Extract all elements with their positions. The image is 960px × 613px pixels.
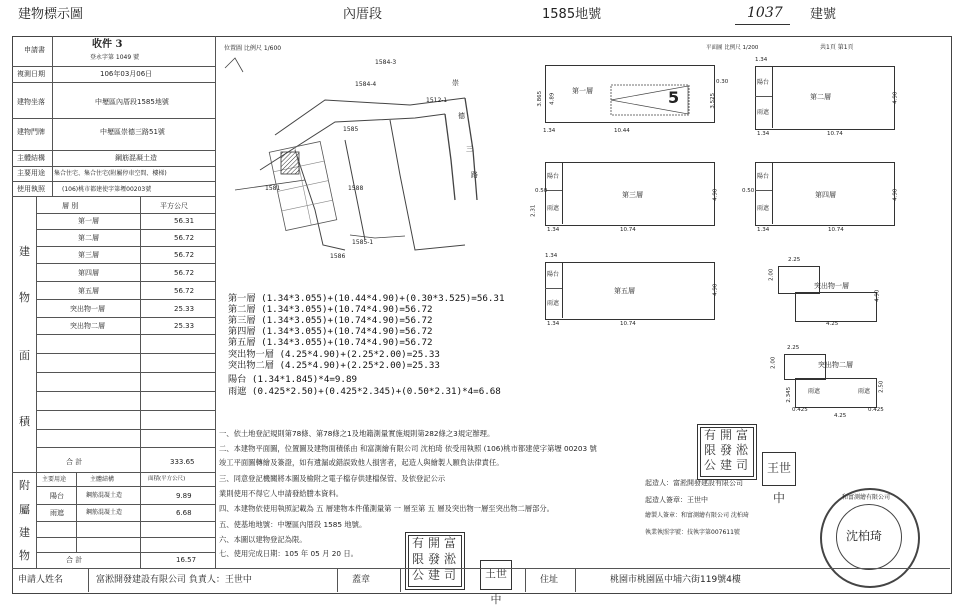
dim-label: 2.00 <box>768 268 775 281</box>
dim-label: 2.345 <box>786 386 793 403</box>
application-stamp: 收件 3 <box>92 39 123 50</box>
section-name: 內厝段 <box>343 7 383 22</box>
annex-area: 6.68 <box>176 509 192 517</box>
dim-label: 10.74 <box>828 227 844 233</box>
note-line: 五、使基地地號：中壢區內厝段 1585 地號。 <box>219 520 367 529</box>
area-total: 333.65 <box>170 458 195 466</box>
dim-label: 1.34 <box>757 227 770 233</box>
annex-area: 9.89 <box>176 492 192 500</box>
canopy-label: 雨遮 <box>808 388 821 395</box>
balcony-label: 陽台 <box>757 173 770 180</box>
area-col-floor: 層 別 <box>62 202 79 210</box>
area-row-line <box>36 246 215 247</box>
dim-label: 2.50 <box>878 380 885 393</box>
site-lot: 1585-1 <box>352 239 374 246</box>
annex-struct: 鋼筋混凝土造 <box>86 509 123 516</box>
annex-use: 雨遮 <box>50 509 64 517</box>
footer-column <box>525 568 526 592</box>
usage-label: 主要用途 <box>17 169 45 177</box>
second-floor-label: 第二層 <box>810 93 831 101</box>
dim-label: 4.25 <box>826 321 839 327</box>
dim-label: 4.89 <box>549 92 556 105</box>
balcony-divider <box>755 96 772 97</box>
area-floor: 突出物一層 <box>70 305 105 313</box>
area-table-bottom <box>12 472 215 473</box>
info-row-line <box>12 118 215 119</box>
calc-line: 第五層 (1.34*3.055)+(10.74*4.90)=56.72 <box>228 337 433 348</box>
balcony-divider <box>545 288 562 289</box>
calc-line: 第四層 (1.34*3.055)+(10.74*4.90)=56.72 <box>228 326 433 337</box>
annex-col-use: 主要用途 <box>42 476 67 483</box>
survey-date: 106年03月06日 <box>100 70 153 78</box>
builder-name: 起造人：富淞開發建設有限公司 <box>645 479 743 487</box>
area-row-line <box>36 353 215 354</box>
dim-label: 10.74 <box>620 321 636 327</box>
applicant-value: 富淞開發建設有限公司 負責人：王世中 <box>96 575 252 585</box>
area-col-area: 平方公尺 <box>160 202 188 210</box>
info-row-line <box>12 150 215 151</box>
dim-label: 1.34 <box>545 253 558 259</box>
fourth-floor-label: 第四層 <box>815 191 836 199</box>
drafter-name: 繪製人簽章：和富測繪有限公司 沈柏琦 <box>645 512 749 519</box>
area-row-line <box>36 213 215 214</box>
note-line: 業則使用不得它人申請發給謄本資料。 <box>219 489 344 498</box>
annex-side-char: 屬 <box>19 503 30 516</box>
area-row-line <box>36 317 215 318</box>
north-arrow <box>225 58 243 72</box>
annex-total-label: 合 計 <box>66 556 83 564</box>
note-line: 一、依土地登記規則第78條、第78條之1及地籍測量實施規則第282條之3規定辦理。 <box>219 429 495 438</box>
area-row-line <box>36 391 215 392</box>
calc-line: 第三層 (1.34*3.055)+(10.74*4.90)=56.72 <box>228 315 433 326</box>
dim-label: 10.74 <box>620 227 636 233</box>
road-char: 三 <box>466 145 473 153</box>
road-char: 德 <box>458 112 465 120</box>
annex-use-column <box>76 472 77 552</box>
area-row-line <box>36 429 215 430</box>
dim-label: 2.25 <box>787 345 800 351</box>
area-side-char: 面 <box>19 349 30 362</box>
dim-label: 2.31 <box>530 204 537 217</box>
area-floor: 第五層 <box>78 287 99 295</box>
dim-label: 1.34 <box>755 57 768 63</box>
dim-label: 10.74 <box>827 131 843 137</box>
annex-use: 陽台 <box>50 492 64 500</box>
area-row-line <box>36 229 215 230</box>
calc-line: 雨遮 (0.425*2.50)+(0.425*2.345)+(0.50*2.31)*4=6.68 <box>228 386 501 397</box>
lot-boundary <box>445 114 455 200</box>
dim-label: 1.34 <box>547 227 560 233</box>
balcony-column <box>755 162 773 224</box>
note-line: 竣工平面圖轉繪及簽證，如有遺漏或錯誤致他人損害者，起造人與繪製人願負法律責任。 <box>219 458 504 467</box>
site-lot: 1581 <box>265 185 281 192</box>
note-line: 七、使用完成日期：105 年 05 月 20 日。 <box>219 549 358 558</box>
address-label: 住址 <box>540 575 559 585</box>
info-row-line <box>12 196 215 197</box>
area-floor: 突出物二層 <box>70 322 105 330</box>
area-value: 56.72 <box>174 234 195 242</box>
lot-boundary <box>295 150 345 250</box>
balcony-divider <box>545 190 562 191</box>
area-value: 56.72 <box>174 287 195 295</box>
door-label: 建物門牌 <box>17 128 45 136</box>
area-floor: 第一層 <box>78 217 99 225</box>
note-line: 二、本建物平面圖，位置圖及建物面積係由 和富測繪有限公司 沈柏琦 依受用執照 (106)桃市都建使字第壢 00203 號 <box>219 444 597 453</box>
area-row-line <box>36 263 215 264</box>
calc-line: 突出物二層 (4.25*4.90)+(2.25*2.00)=25.33 <box>228 360 440 371</box>
annex-row-line <box>36 552 215 553</box>
dim-label: 4.90 <box>892 188 899 201</box>
surveyor-seal <box>820 488 920 588</box>
lot-number: 1585地號 <box>542 7 602 22</box>
footer-column <box>337 568 338 592</box>
area-value: 56.72 <box>174 251 195 259</box>
footer-column <box>575 568 576 592</box>
area-value: 25.33 <box>174 322 195 330</box>
dim-label: 0.425 <box>868 407 884 413</box>
annex-struct: 鋼筋混凝土造 <box>86 492 123 499</box>
info-label-column <box>52 36 53 196</box>
note-line: 四、本建物依使用執照記載為 五 層建物本件僅測量第 一 層至第 五 層及突出物一層至突出物二層部分。 <box>219 504 554 513</box>
dim-label: 1.34 <box>547 321 560 327</box>
dim-label: 1.34 <box>757 131 770 137</box>
dim-label: 0.425 <box>792 407 808 413</box>
site-lot: 1584-3 <box>375 59 397 66</box>
build-number-underline <box>735 24 790 25</box>
dim-label: 10.44 <box>614 128 630 134</box>
canopy-label: 雨遮 <box>757 205 770 212</box>
site-lot: 1588 <box>348 185 364 192</box>
dim-label: 1.34 <box>543 128 556 134</box>
company-chop-footer: 有 開 富 限 發 淞 公 建 司 <box>405 532 465 590</box>
canopy-label: 雨遮 <box>858 388 871 395</box>
roof1-lower-plan <box>795 292 877 322</box>
footer-column <box>400 568 401 592</box>
canopy-label: 雨遮 <box>757 109 770 116</box>
area-row-line <box>36 334 215 335</box>
annex-col-struct: 主體結構 <box>90 476 115 483</box>
footer-column <box>88 568 89 592</box>
area-value: 56.72 <box>174 269 195 277</box>
calc-line: 突出物一層 (4.25*4.90)+(2.25*2.00)=25.33 <box>228 349 440 360</box>
road-char: 崇 <box>452 79 459 87</box>
dim-label: 3.525 <box>710 92 717 109</box>
info-row-line <box>12 82 215 83</box>
document-title: 建物標示圖 <box>18 7 84 22</box>
site-lot: 1586 <box>330 253 346 260</box>
builder-representative: 起造人簽章：王世中 <box>645 496 708 504</box>
area-side-char: 積 <box>19 415 30 428</box>
area-row-line <box>36 447 215 448</box>
canopy-label: 雨遮 <box>547 205 560 212</box>
roof1-label: 突出物一層 <box>814 282 849 290</box>
site-lot: 1585 <box>343 126 359 133</box>
area-row-line <box>36 299 215 300</box>
site-plan-scale: 位置圖 比例尺 1/600 <box>224 45 282 52</box>
address-value: 桃園市桃園區中埔六街119號4樓 <box>610 575 741 585</box>
company-chop: 有 開 富 限 發 淞 公 建 司 <box>697 424 757 480</box>
balcony-divider <box>755 190 772 191</box>
note-line: 六、本圖以建物登記為限。 <box>219 535 307 544</box>
canopy-label: 雨遮 <box>547 300 560 307</box>
annex-total: 16.57 <box>176 556 197 564</box>
dim-label: 4.90 <box>712 283 719 296</box>
dim-label: 3.865 <box>537 90 544 107</box>
location-label: 建物坐落 <box>17 98 45 106</box>
dim-label: 2.25 <box>788 257 801 263</box>
permit-value: (106)桃市都建使字第壢00203號 <box>62 186 152 193</box>
area-floor: 第四層 <box>78 269 99 277</box>
area-side-char: 建 <box>19 245 30 258</box>
applicant-label: 申請人姓名 <box>18 575 64 585</box>
application-number: 登永字第 1049 號 <box>90 54 140 61</box>
handwritten-build-number: 1037 <box>747 5 783 21</box>
annex-row-line <box>36 521 215 522</box>
note-line: 三、同意登記機關將本圖及檢附之電子檔存供建檔保管、及依登記公示 <box>219 474 446 483</box>
road-char: 路 <box>471 171 478 179</box>
structure-label: 主體結構 <box>17 154 45 162</box>
annex-side-char: 附 <box>19 479 30 492</box>
calc-line: 第二層 (1.34*3.055)+(10.74*4.90)=56.72 <box>228 304 433 315</box>
usage-value: 集合住宅、集合住宅(附屬停車空間、樓梯) <box>54 170 167 177</box>
area-value: 25.33 <box>174 305 195 313</box>
balcony-label: 陽台 <box>757 79 770 86</box>
sheet-number: 共1頁 第1頁 <box>820 44 854 51</box>
area-row-line <box>36 372 215 373</box>
area-floor: 第三層 <box>78 251 99 259</box>
annex-row-line <box>36 486 215 487</box>
dim-label: 2.00 <box>770 356 777 369</box>
calc-line: 陽台 (1.34*1.845)*4=9.89 <box>228 374 358 385</box>
permit-label: 使用執照 <box>17 185 45 193</box>
balcony-column <box>755 66 773 128</box>
area-total-label: 合 計 <box>66 458 83 466</box>
dim-label: 4.90 <box>712 188 719 201</box>
dim-label: 0.50 <box>535 188 548 194</box>
survey-date-label: 複測日期 <box>17 70 45 78</box>
representative-chop: 王世中 <box>762 452 796 486</box>
balcony-column <box>545 162 563 224</box>
structure-value: 鋼筋混凝土造 <box>115 154 157 162</box>
balcony-label: 陽台 <box>547 173 560 180</box>
floor-plan-scale: 平面圖 比例尺 1/200 <box>706 45 759 51</box>
application-label: 申請書 <box>24 46 45 54</box>
representative-chop-footer: 王世中 <box>480 560 512 590</box>
seal-label: 蓋章 <box>352 575 371 585</box>
area-side-char: 物 <box>19 291 30 304</box>
fifth-floor-label: 第五層 <box>614 287 635 295</box>
calc-line: 第一層 (1.34*3.055)+(10.44*4.90)+(0.30*3.525)=56.31 <box>228 293 505 304</box>
seal-person-name: 沈柏琦 <box>846 529 883 543</box>
area-row-line <box>36 410 215 411</box>
door-value: 中壢區崇德三路51號 <box>100 128 165 136</box>
stair-number: 5 <box>668 88 680 107</box>
annex-row-line <box>36 537 215 538</box>
area-floor: 第二層 <box>78 234 99 242</box>
dim-label: 4.25 <box>834 413 847 419</box>
annex-side-char: 建 <box>19 526 30 539</box>
info-row-line <box>12 181 215 182</box>
annex-row-line <box>36 504 215 505</box>
site-lot: 1512-1 <box>426 97 448 104</box>
building-footprint <box>281 152 299 174</box>
location-value: 中壢區內厝段1585地號 <box>95 98 169 106</box>
roof2-label: 突出物二層 <box>818 361 853 369</box>
build-number-label: 建號 <box>810 7 837 22</box>
site-lot: 1584-4 <box>355 81 377 88</box>
dim-label: 4.90 <box>874 289 881 302</box>
first-floor-label: 第一層 <box>572 87 593 95</box>
dim-label: 0.30 <box>716 79 729 85</box>
area-value: 56.31 <box>174 217 195 225</box>
seal-ring-text: 和富測繪有限公司 <box>842 494 891 501</box>
info-row-line <box>12 66 215 67</box>
annex-side-char: 物 <box>19 549 30 562</box>
license-number: 執業執照字號：技執字第007611號 <box>645 529 740 536</box>
info-row-line <box>12 166 215 167</box>
dim-label: 4.90 <box>892 91 899 104</box>
footer-divider <box>12 568 950 569</box>
third-floor-label: 第三層 <box>622 191 643 199</box>
annex-col-area: 面積(平方公尺) <box>148 476 186 482</box>
area-row-line <box>36 281 215 282</box>
balcony-label: 陽台 <box>547 271 560 278</box>
dim-label: 0.50 <box>742 188 755 194</box>
